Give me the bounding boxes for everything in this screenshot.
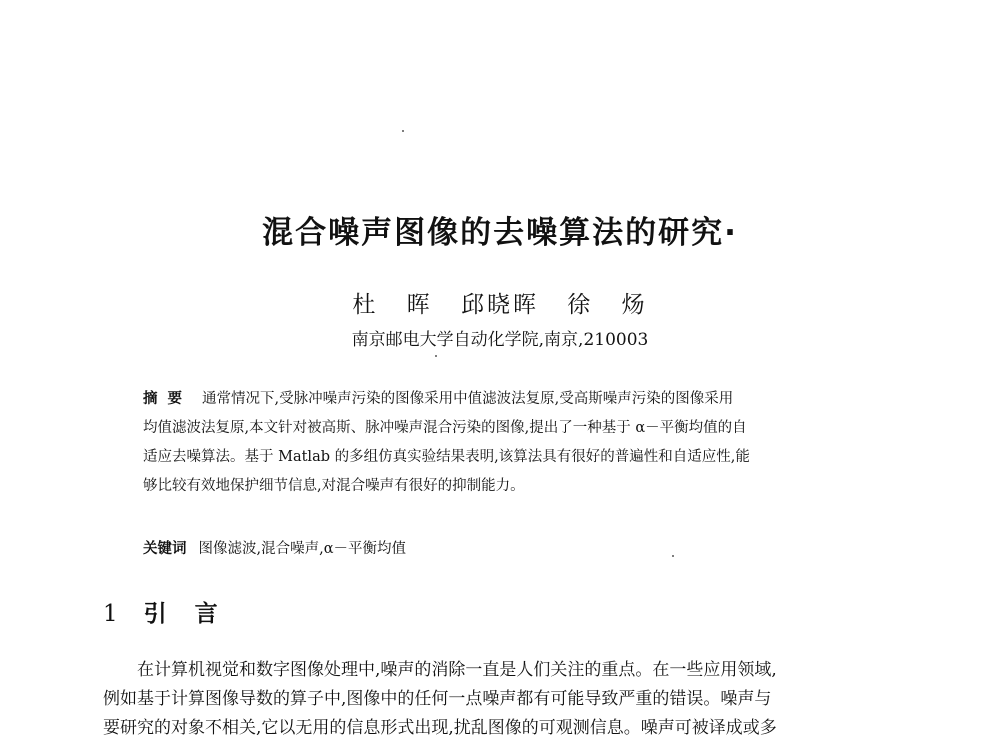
section-heading	[103, 595, 246, 628]
body-line: 在计算机视觉和数字图像处理中,噪声的消除一直是人们关注的重点。在一些应用领域,	[137, 660, 777, 680]
abstract-line	[143, 385, 883, 414]
abstract-line: 够比较有效地保护细节信息,对混合噪声有很好的抑制能力。	[143, 478, 525, 494]
body-line: 要研究的对象不相关,它以无用的信息形式出现,扰乱图像的可观测信息。噪声可被译成或多	[103, 718, 777, 738]
scan-speck	[435, 355, 437, 357]
body-paragraph	[103, 656, 918, 743]
paper-title: 混合噪声图像的去噪算法的研究·	[262, 215, 738, 251]
scan-speck	[402, 130, 404, 132]
keywords-text: 图像滤波,混合噪声,α－平衡均值	[198, 541, 407, 557]
section-number: 1	[103, 601, 118, 627]
affiliation: 南京邮电大学自动化学院,南京,210003	[351, 330, 649, 350]
author-list: 杜 晖 邱晓晖 徐 炀	[352, 292, 648, 318]
keywords-block	[143, 537, 883, 561]
body-line: 例如基于计算图像导数的算子中,图像中的任何一点噪声都有可能导致严重的错误。噪声与	[103, 689, 772, 709]
abstract-label: 摘要	[143, 391, 192, 407]
keywords-label: 关键词	[143, 541, 187, 557]
abstract-text: 通常情况下,受脉冲噪声污染的图像采用中值滤波法复原,受高斯噪声污染的图像采用	[202, 391, 734, 407]
abstract-line: 适应去噪算法。基于 Matlab 的多组仿真实验结果表明,该算法具有很好的普遍性和自适应性,能	[143, 449, 750, 465]
section-title: 引言	[143, 601, 246, 627]
abstract-line: 均值滤波法复原,本文针对被高斯、脉冲噪声混合污染的图像,提出了一种基于 α－平衡均值的自	[143, 420, 747, 436]
abstract-block	[143, 385, 883, 501]
